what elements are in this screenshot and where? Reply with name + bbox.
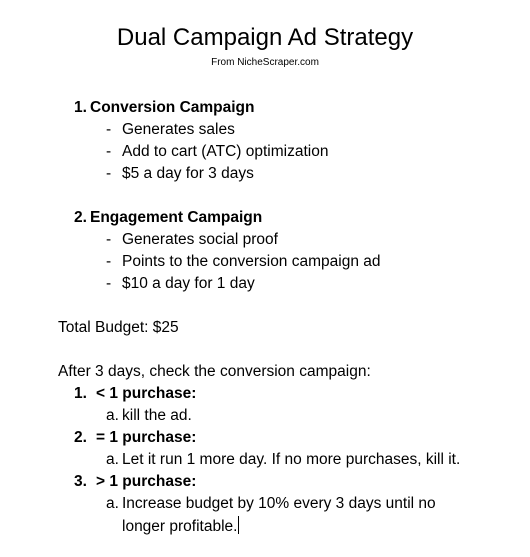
check-condition: > 1 purchase: (96, 473, 197, 490)
check-condition: = 1 purchase: (96, 429, 197, 446)
bullet-marker: - (106, 231, 112, 248)
document-subtitle: From NicheScraper.com (211, 57, 319, 68)
check-number: 3. (74, 473, 87, 490)
bullet-marker: - (106, 121, 112, 138)
bullet-marker: - (106, 275, 112, 292)
list-item: Generates social proof (122, 231, 278, 248)
campaign-number: 2. (74, 209, 87, 226)
list-item: $5 a day for 3 days (122, 165, 254, 182)
total-budget: Total Budget: $25 (58, 319, 179, 336)
sub-marker: a. (106, 407, 119, 424)
campaign-number: 1. (74, 99, 87, 116)
list-item: Add to cart (ATC) optimization (122, 143, 329, 160)
check-action-continued (122, 516, 239, 536)
check-action: kill the ad. (122, 407, 192, 424)
list-item: Points to the conversion campaign ad (122, 253, 381, 270)
campaign-heading: Conversion Campaign (90, 99, 255, 116)
check-number: 2. (74, 429, 87, 446)
document-title: Dual Campaign Ad Strategy (116, 24, 414, 51)
check-condition: < 1 purchase: (96, 385, 197, 402)
bullet-marker: - (106, 253, 112, 270)
sub-marker: a. (106, 495, 119, 512)
text-cursor (238, 516, 239, 534)
bullet-marker: - (106, 143, 112, 160)
bullet-marker: - (106, 165, 112, 182)
check-action-text: longer profitable. (122, 518, 238, 535)
check-number: 1. (74, 385, 87, 402)
check-action: Increase budget by 10% every 3 days until no (122, 495, 436, 512)
list-item: $10 a day for 1 day (122, 275, 255, 292)
check-action: Let it run 1 more day. If no more purchases, kill it. (122, 451, 461, 468)
campaign-heading: Engagement Campaign (90, 209, 263, 226)
sub-marker: a. (106, 451, 119, 468)
list-item: Generates sales (122, 121, 235, 138)
check-intro: After 3 days, check the conversion campaign: (58, 363, 371, 380)
